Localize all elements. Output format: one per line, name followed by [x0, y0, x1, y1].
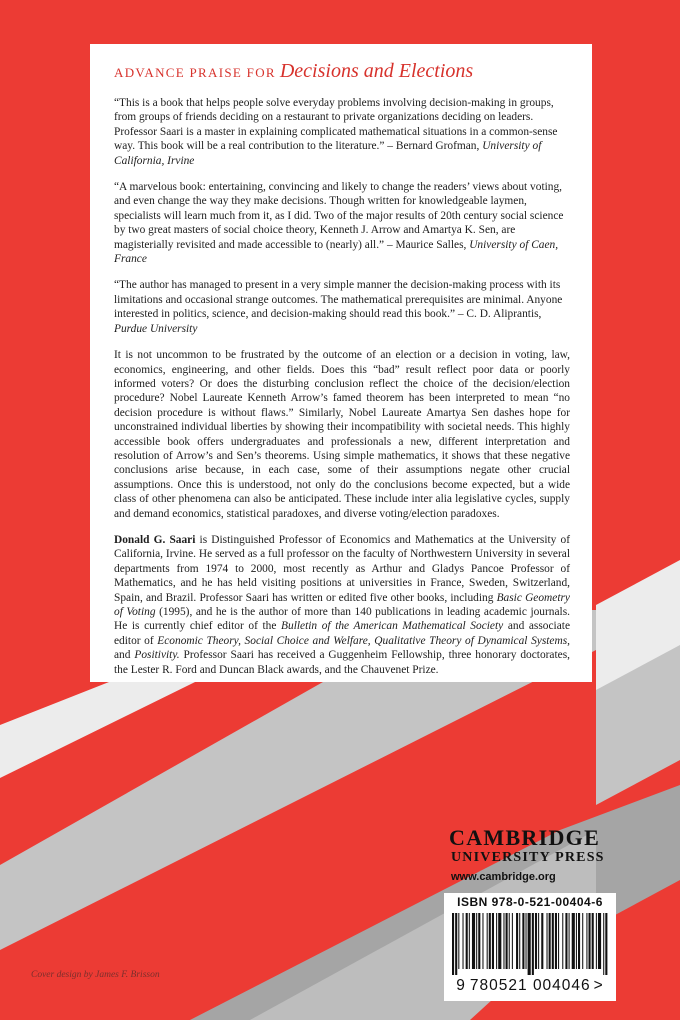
barcode-bar [547, 913, 548, 969]
barcode-bar [532, 913, 534, 975]
publisher-url: www.cambridge.org [451, 871, 556, 883]
barcode-end-mark: > [593, 977, 604, 994]
barcode-bar [463, 913, 464, 969]
barcode-bar [492, 913, 494, 969]
quote-author: Bernard Grofman, [395, 140, 483, 153]
quote-affiliation: Purdue University [114, 322, 198, 335]
barcode-bar [562, 913, 563, 969]
quote-text: “A marvelous book: entertaining, convincing and likely to change the readers’ views about voting, and even change the way they make decisions. Though written for knowledgeable laymen, specialists will learn much from it, as I did. Two of the major results of 20th century social science by two great masters of social choice theory, Kenneth J. Arrow and Amartya K. Sen, are magisterially revisited and made accessible to (nearly) all.” [114, 181, 564, 251]
barcode-bar [509, 913, 510, 969]
publisher-subtitle: UNIVERSITY PRESS [451, 850, 605, 865]
barcode-first-digit: 9 [456, 977, 466, 994]
barcode-bar [603, 913, 604, 975]
publisher-name: CAMBRIDGE [449, 825, 601, 850]
barcode-bar [586, 913, 587, 969]
barcode-bar [558, 913, 559, 969]
quote-author: C. D. Aliprantis, [466, 308, 542, 321]
barcode-bar [472, 913, 475, 969]
barcode-bar [528, 913, 531, 975]
barcode-bar [538, 913, 539, 969]
barcode-bar [516, 913, 518, 969]
barcode-bar [569, 913, 570, 969]
barcode-bar [476, 913, 477, 969]
book-title: Decisions and Elections [279, 60, 474, 82]
barcode-bar [512, 913, 513, 969]
praise-heading [114, 60, 570, 82]
barcode-bar [526, 913, 527, 969]
barcode-bar [519, 913, 520, 969]
barcode-bar [576, 913, 577, 969]
barcode-bar [596, 913, 597, 969]
barcode-bar [458, 913, 459, 969]
barcode-bar [598, 913, 601, 969]
barcode-group-1: 780521 [469, 977, 528, 994]
barcode-bar [578, 913, 580, 969]
barcode-digits [444, 977, 616, 995]
quote-text: “This is a book that helps people solve everyday problems involving decision-making in groups, from groups of friends deciding on a restaurant to private organizations deciding on leaders. Professor Saari is a master in explaining complicated mathematical situations in a common-sense way. This book will be a real contribution to the literature.” [114, 97, 558, 153]
barcode-bar [478, 913, 480, 969]
barcode-bar [535, 913, 537, 969]
barcode-bar [552, 913, 554, 969]
barcode-bar [506, 913, 508, 969]
barcode-group-2: 004046 [532, 977, 591, 994]
barcode-bar [452, 913, 454, 975]
barcode-bar [565, 913, 567, 969]
author-name: Donald G. Saari [114, 533, 196, 546]
barcode-bar [555, 913, 557, 969]
heading-prefix: ADVANCE PRAISE FOR [114, 65, 276, 80]
barcode-bar [589, 913, 591, 969]
barcode-bar [541, 913, 543, 969]
barcode-bar [503, 913, 504, 969]
text-panel [90, 44, 592, 682]
barcode-bar [592, 913, 594, 969]
praise-quote-3: “The author has managed to present in a very simple manner the decision-making process with its limitations and occasional strange outcomes. The mathematical prerequisites are minimal. Anyone interested in politics, science, and decision-making should read this book.” – C. D. Aliprantis, Purdue University [114, 279, 563, 335]
barcode-bar [496, 913, 497, 969]
barcode-bars [450, 913, 610, 975]
barcode-bar [482, 913, 483, 969]
isbn-label: ISBN 978-0-521-00404-6 [457, 895, 603, 909]
quote-affiliation: University of California, Irvine [114, 140, 542, 167]
quote-text: “The author has managed to present in a very simple manner the decision-making process with its limitations and occasional strange outcomes. The mathematical prerequisites are minimal. Anyone interested in politics, science, and decision-making should read this book.” [114, 279, 563, 321]
cover-credit: Cover design by James F. Brisson [31, 970, 160, 980]
isbn-barcode [444, 893, 616, 1001]
barcode-bar [487, 913, 488, 969]
barcode-bar [572, 913, 575, 969]
quote-author: Maurice Salles, [395, 238, 470, 251]
barcode-bar [498, 913, 501, 969]
praise-quote-2: “A marvelous book: entertaining, convincing and likely to change the readers’ views about voting, and even change the way they make decisions. Though written for knowledgeable laymen, specialists will learn much from it, as I did. Two of the major results of 20th century social science by two great masters of social choice theory, Kenneth J. Arrow and Amartya K. Sen, are magisterially revisited and made accessible to (nearly) all.” – Maurice Salles, University of Caen, France [114, 181, 564, 266]
barcode-bar [549, 913, 551, 969]
praise-quote-1: “This is a book that helps people solve everyday problems involving decision-making in groups, from groups of friends deciding on a restaurant to private organizations deciding on leaders. Professor Saari is a master in explaining complicated mathematical situations in a common-sense way. This book will be a real contribution to the literature.” – Bernard Grofman, University of California, Irvine [114, 97, 558, 167]
barcode-bar [582, 913, 583, 969]
publisher-logo [449, 826, 619, 883]
barcode-bar [469, 913, 470, 969]
barcode-bar [605, 913, 607, 975]
barcode-bar [466, 913, 468, 969]
book-description: It is not uncommon to be frustrated by the outcome of an election or a decision in voting, law, economics, engineering, and other fields. Does this “bad” result reflect poor data or poorly informed voters? Or does the disturbing conclusion reflect the choice of the decision/election procedure? Nobel Laureate Kenneth Arrow’s famed theorem has been interpreted to mean “no decision procedure is without flaws.” Similarly, Nobel Laureate Amartya Sen dashes hope for unconstrained individual liberties by showing their incompatibility with societal needs. This highly accessible book offers undergraduates and professionals a new, different interpretation and resolution of Arrow’s and Sen’s theorems. Using simple mathematics, it shows that these negative conclusions arise because, in each case, some of their assumptions negate other crucial assumptions. Once this is understood, not only do the conclusions become expected, but a wide class of other phenomena can also be anticipated. These include inter alia legislative cycles, supply and demand economics, statistical paradoxes, and diverse voting/election paradoxes. [114, 349, 570, 520]
author-bio: Donald G. Saari is Distinguished Professor of Economics and Mathematics at the University of California, Irvine. He served as a full professor on the faculty of Northwestern University in several departments from 1974 to 2000, most recently as Arthur and Gladys Pancoe Professor of Mathematics, and he has held visiting positions at universities in France, Sweden, Switzerland, Spain, and Brazil. Professor Saari has written or edited five other books, including Basic Geometry of Voting (1995), and he is the author of more than 140 publications in leading academic journals. He is currently chief editor of the Bulletin of the American Mathematical Society and associate editor of Economic Theory, Social Choice and Welfare, Qualitative Theory of Dynamical Systems, and Positivity. Professor Saari has received a Guggenheim Fellowship, three honorary doctorates, the Lester R. Ford and Duncan Black awards, and the Chauvenet Prize. [114, 533, 570, 676]
quote-affiliation: University of Caen, France [114, 238, 559, 266]
barcode-bar [489, 913, 491, 969]
barcode-bar [522, 913, 524, 969]
barcode-bar [455, 913, 457, 975]
